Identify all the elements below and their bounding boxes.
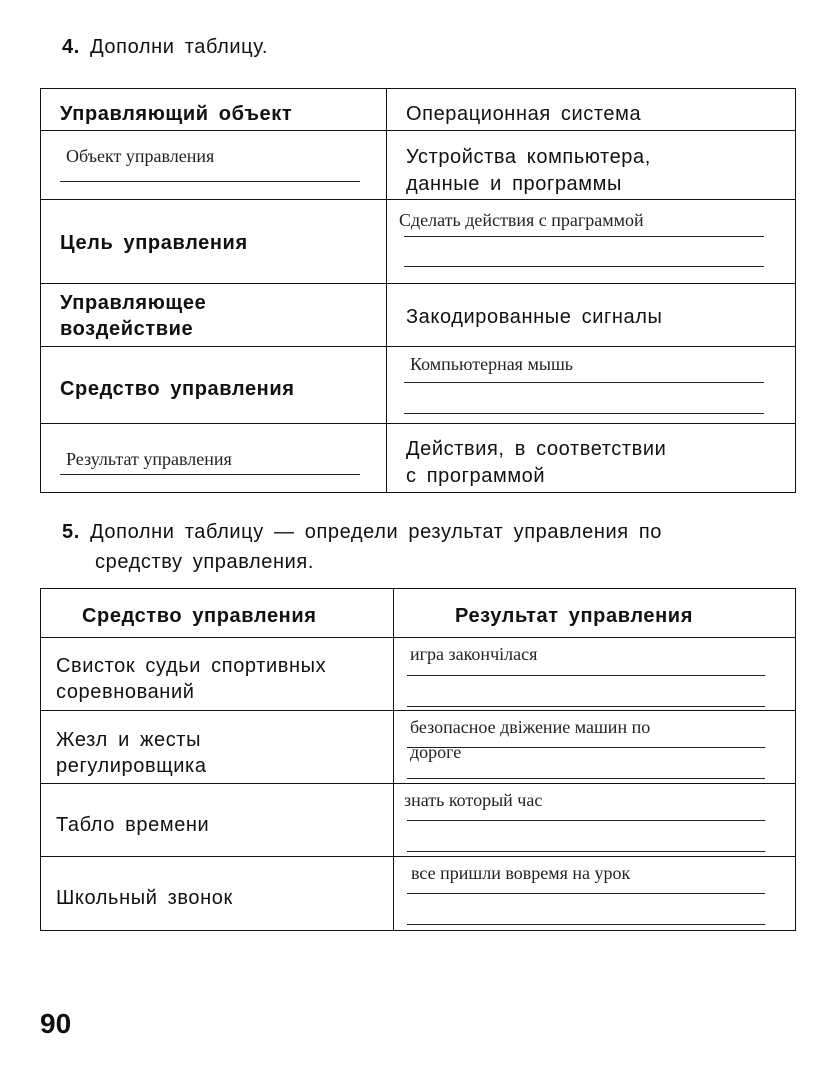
row-divider — [40, 710, 796, 711]
answer-line — [407, 747, 765, 748]
row-divider — [40, 783, 796, 784]
table-cell-label: Управляющее — [60, 292, 207, 314]
answer-field[interactable]: дороге — [410, 742, 462, 762]
answer-line — [407, 924, 765, 925]
table-cell-label: Свисток судьи спортивных — [56, 655, 327, 677]
answer-line — [404, 236, 764, 237]
table-cell-value: данные и программы — [406, 173, 622, 195]
row-divider — [40, 199, 796, 200]
answer-field[interactable]: знать который час — [404, 790, 543, 810]
task-title: Дополни таблицу — определи результат управления по — [90, 521, 662, 543]
answer-line — [407, 851, 765, 852]
table-cell-value: Действия, в соответствии — [406, 438, 667, 460]
answer-line — [60, 181, 360, 182]
answer-field[interactable]: игра закончілася — [410, 644, 538, 664]
table-cell-label: Школьный звонок — [56, 887, 233, 909]
answer-line — [407, 893, 765, 894]
answer-line — [60, 474, 360, 475]
answer-field[interactable]: безопасное двіжение машин по — [410, 717, 651, 737]
answer-line — [404, 266, 764, 267]
answer-line — [407, 706, 765, 707]
column-divider — [386, 88, 387, 492]
table-cell-label: воздействие — [60, 318, 194, 340]
task-title-continued: средству управления. — [95, 551, 315, 573]
task-number: 5. — [62, 521, 80, 543]
row-divider — [40, 637, 796, 638]
task4-heading — [62, 36, 268, 59]
answer-line — [407, 675, 765, 676]
table-cell-value: Операционная система — [406, 103, 642, 125]
table-cell-label: регулировщика — [56, 755, 207, 777]
task5-heading — [62, 521, 662, 544]
task-number: 4. — [62, 36, 80, 58]
page-number: 90 — [40, 1008, 72, 1039]
row-divider — [40, 856, 796, 857]
table-cell-label: Табло времени — [56, 814, 210, 836]
answer-field[interactable]: Компьютерная мышь — [410, 354, 574, 374]
row-divider — [40, 283, 796, 284]
row-divider — [40, 130, 796, 131]
answer-field[interactable]: все пришли вовремя на урок — [411, 863, 631, 883]
table-cell-label: Цель управления — [60, 232, 248, 254]
table-cell-label: Управляющий объект — [60, 103, 293, 125]
table-cell-value: Устройства компьютера, — [406, 146, 651, 168]
answer-line — [404, 382, 764, 383]
answer-line — [407, 820, 765, 821]
table-cell-label: Жезл и жесты — [56, 729, 202, 751]
row-divider — [40, 346, 796, 347]
table-cell-label: соревнований — [56, 681, 195, 703]
table-cell-value: Закодированные сигналы — [406, 306, 663, 328]
table-cell-value: с программой — [406, 465, 546, 487]
task-title: Дополни таблицу. — [90, 36, 268, 58]
answer-field[interactable]: Результат управления — [66, 449, 232, 469]
column-header: Средство управления — [82, 605, 317, 627]
answer-field[interactable]: Сделать действия с праграммой — [399, 210, 644, 230]
answer-field[interactable]: Объект управления — [66, 146, 215, 166]
table-cell-label: Средство управления — [60, 378, 295, 400]
row-divider — [40, 423, 796, 424]
column-header: Результат управления — [455, 605, 693, 627]
answer-line — [407, 778, 765, 779]
answer-line — [404, 413, 764, 414]
column-divider — [393, 588, 394, 930]
